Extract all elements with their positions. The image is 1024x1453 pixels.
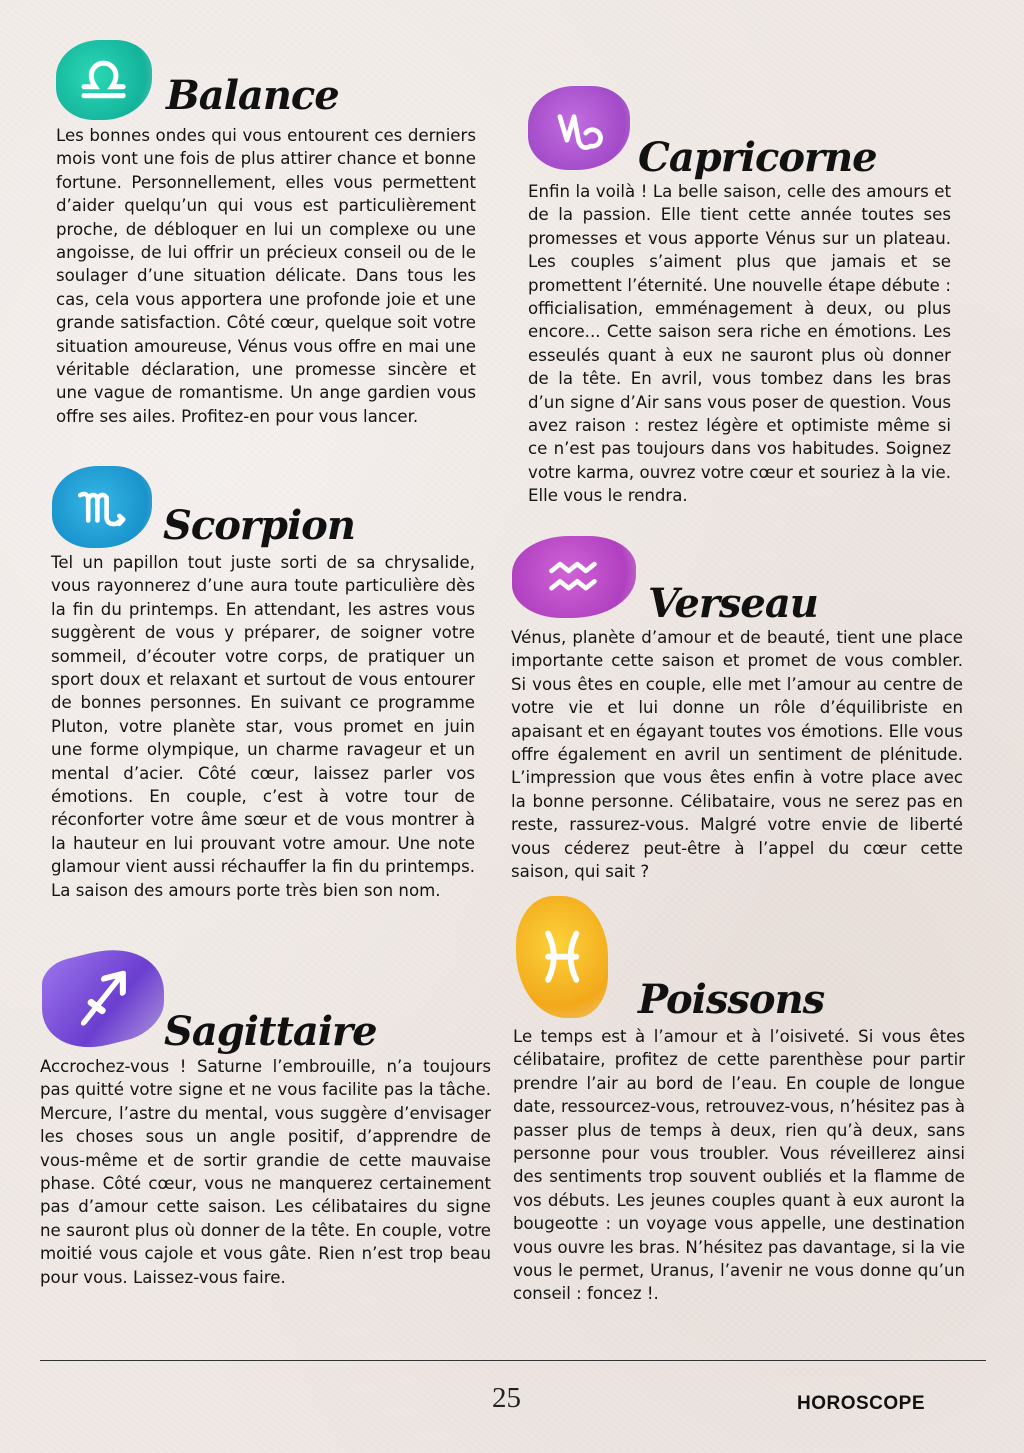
pisces-icon xyxy=(516,896,608,1018)
footer-divider xyxy=(40,1360,986,1361)
sign-title: Capricorne xyxy=(638,134,877,181)
sign-text: Les bonnes ondes qui vous entourent ces derniers mois vont une fois de plus attirer chance et bonne fortune. Personnellement, elles vous permettent d’aider quelqu’un qui vous est particulièrement proche, de débloquer en lui un complexe ou une angoisse, de lui offrir un précieux conseil ou de le soulager d’une situation délicate. Dans tous les cas, cela vous apportera une profonde joie et une grande satisfaction. Côté cœur, quelque soit votre situation amoureuse, Vénus vous offre en mai une véritable déclaration, une promesse sincère et une vague de romantisme. Un ange gardien vous offre ses ailes. Profitez-en pour vous lancer. xyxy=(56,126,476,426)
section-label: HOROSCOPE xyxy=(797,1393,926,1414)
aquarius-icon xyxy=(512,536,636,618)
sign-text: Accrochez-vous ! Saturne l’embrouille, n’a toujours pas quitté votre signe et ne vous facilite pas la tâche. Mercure, l’astre du mental, vous suggère d’envisager les choses sous un angle positif, d’apprendre de vous-même et de sortir grandie de cette mauvaise phase. Côté cœur, vous ne manquerez certainement pas d’amour cette saison. Les célibataires du signe ne sauront plus où donner de la tête. En couple, votre moitié vous cajole et vous gâte. Rien n’est trop beau pour vous. Laissez-vous faire. xyxy=(40,1057,491,1287)
scorpio-icon xyxy=(52,466,152,548)
sagittarius-icon xyxy=(42,935,164,1061)
sign-title: Verseau xyxy=(648,580,818,627)
sign-title: Sagittaire xyxy=(164,1008,377,1055)
sign-text: Enfin la voilà ! La belle saison, celle des amours et de la passion. Elle tient cette année toutes ses promesses et vous apporte Vénus sur un plateau. Les couples s’aiment plus que jamais et se promettent l’éternité. Une nouvelle étape débute : officialisation, emménagement à deux, ou plus encore... Cette saison sera riche en émotions. Les esseulés quant à eux ne sauront plus où donner de la tête. En avril, vous tombez dans les bras d’un signe d’Air sans vous poser de question. Vous avez raison : restez légère et optimiste même si ce n’est pas toujours dans vos habitudes. Soignez votre karma, ouvrez votre cœur et souriez à la vie. Elle vous le rendra. xyxy=(528,182,951,506)
sign-title: Poissons xyxy=(638,976,825,1023)
sign-text: Vénus, planète d’amour et de beauté, tient une place importante cette saison et promet de vous combler. Si vous êtes en couple, elle met l’amour au centre de votre vie et lui donne un rôle d’équilibriste en apaisant et en égayant toutes vos émotions. Elle vous offre également en avril un sentiment de plénitude. L’impression que vous êtes enfin à votre place avec la bonne personne. Célibataire, vous ne serez pas en reste, rassurez-vous. Malgré votre envie de liberté vous céderez peut-être à l’appel du cœur cette saison, qui sait ? xyxy=(511,628,963,882)
sign-text: Le temps est à l’amour et à l’oisiveté. Si vous êtes célibataire, profitez de cette parenthèse pour partir prendre l’air au bord de l’eau. En couple de longue date, ressourcez-vous, retrouvez-vous, n’hésitez pas à passer plus de temps à deux, rien qu’à deux, sans personne pour vous troubler. Vous réveillerez ainsi des sentiments trop souvent oubliés et la flamme de vos débuts. Les jeunes couples quant à eux auront la bougeotte : un voyage vous appelle, une destination vous ouvre les bras. N’hésitez pas davantage, si la vie vous le permet, Uranus, l’avenir ne vous donne qu’un conseil : foncez !. xyxy=(513,1027,965,1304)
sign-title: Scorpion xyxy=(163,502,355,549)
sign-title: Balance xyxy=(166,72,339,119)
sign-text: Tel un papillon tout juste sorti de sa chrysalide, vous rayonnerez d’une aura toute particulière dès la fin du printemps. En attendant, les astres vous suggèrent de vous y préparer, de soigner votre sommeil, d’écouter votre corps, de pratiquer un sport doux et relaxant et surtout de vous entourer de bonnes personnes. En suivant ce programme Pluton, votre planète star, vous promet en juin une forme olympique, un charme ravageur et un mental d’acier. Côté cœur, laissez parler vos émotions. En couple, c’est à votre tour de réconforter votre âme sœur et de vous montrer à la hauteur en lui prouvant votre amour. Une note glamour vient aussi réchauffer la fin du printemps. La saison des amours porte très bien son nom. xyxy=(51,553,475,900)
page-number: 25 xyxy=(492,1382,521,1414)
capricorn-icon xyxy=(528,86,630,170)
libra-icon xyxy=(56,40,152,120)
